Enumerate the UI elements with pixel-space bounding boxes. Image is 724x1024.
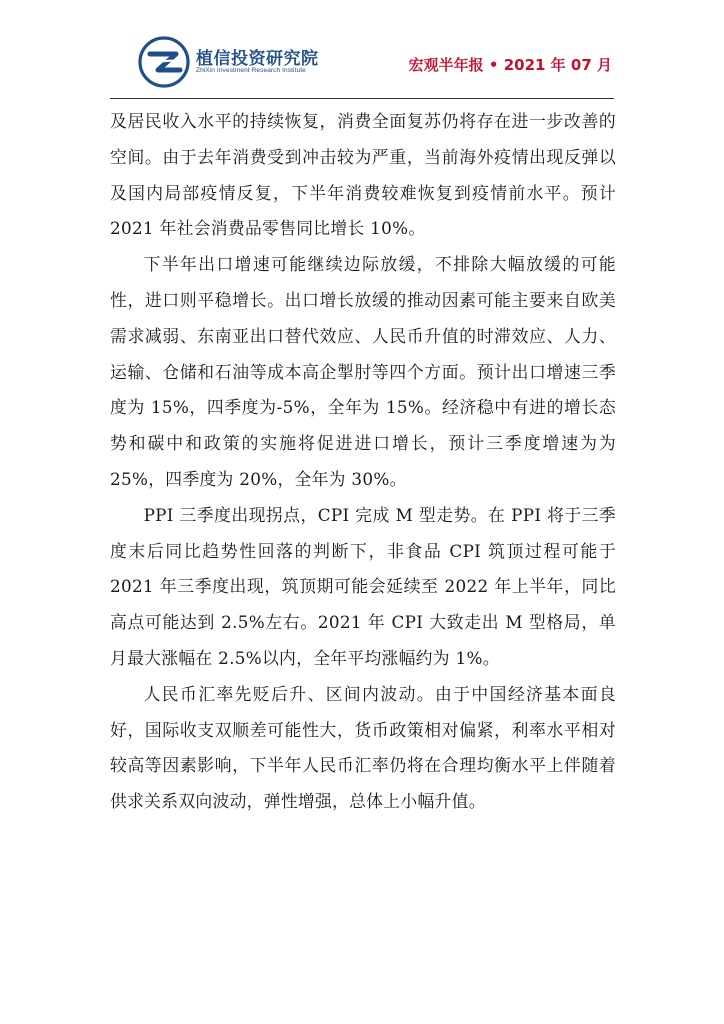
paragraph-trade: 下半年出口增速可能继续边际放缓，不排除大幅放缓的可能性，进口则平稳增长。出口增长放缓的推动因素可能主要来自欧美需求减弱、东南亚出口替代效应、人民币升值的时滞效应、人力、运输、仓储和石油等成本高企掣肘等四个方面。预计出口增速三季度为 15%，四季度为-5%，全年为 15%。经济稳中有进的增长态势和碳中和政策的实施将促进进口增长，预计三季度增速为为 25%，四季度为 20%，全年为 30%。 xyxy=(110,254,616,489)
paragraph-inflation: PPI 三季度出现拐点，CPI 完成 M 型走势。在 PPI 将于三季度末后同比趋势性回落的判断下，非食品 CPI 筑顶过程可能于 2021 年三季度出现，筑顶期可能会延续至 2022 年上半年，同比高点可能达到 2.5%左右。2021 年 CPI 大致走出 M 型格局，单月最大涨幅在 2.5%以内，全年平均涨幅约为 1%。 xyxy=(110,504,616,668)
page-header xyxy=(0,0,724,100)
header-divider xyxy=(110,98,614,99)
report-type-label: 宏观半年报 • 2021 年 07 月 xyxy=(408,56,612,74)
paragraph-exchange-rate: 人民币汇率先贬后升、区间内波动。由于中国经济基本面良好，国际收支双顺差可能性大，货币政策相对偏紧，利率水平相对较高等因素影响，下半年人民币汇率仍将在合理均衡水平上伴随着供求关系双向波动，弹性增强，总体上小幅升值。 xyxy=(110,683,616,812)
paragraph-consumption: 及居民收入水平的持续恢复，消费全面复苏仍将存在进一步改善的空间。由于去年消费受到冲击较为严重，当前海外疫情出现反弹以及国内局部疫情反复，下半年消费较难恢复到疫情前水平。预计 2021 年社会消费品零售同比增长 10%。 xyxy=(110,111,616,239)
logo-title-en: ZhiXin Investment Research Institute xyxy=(196,67,306,74)
logo-title-cn: 植信投资研究院 xyxy=(196,49,319,69)
document-body xyxy=(110,104,616,820)
zhixin-logo-icon xyxy=(138,36,190,88)
